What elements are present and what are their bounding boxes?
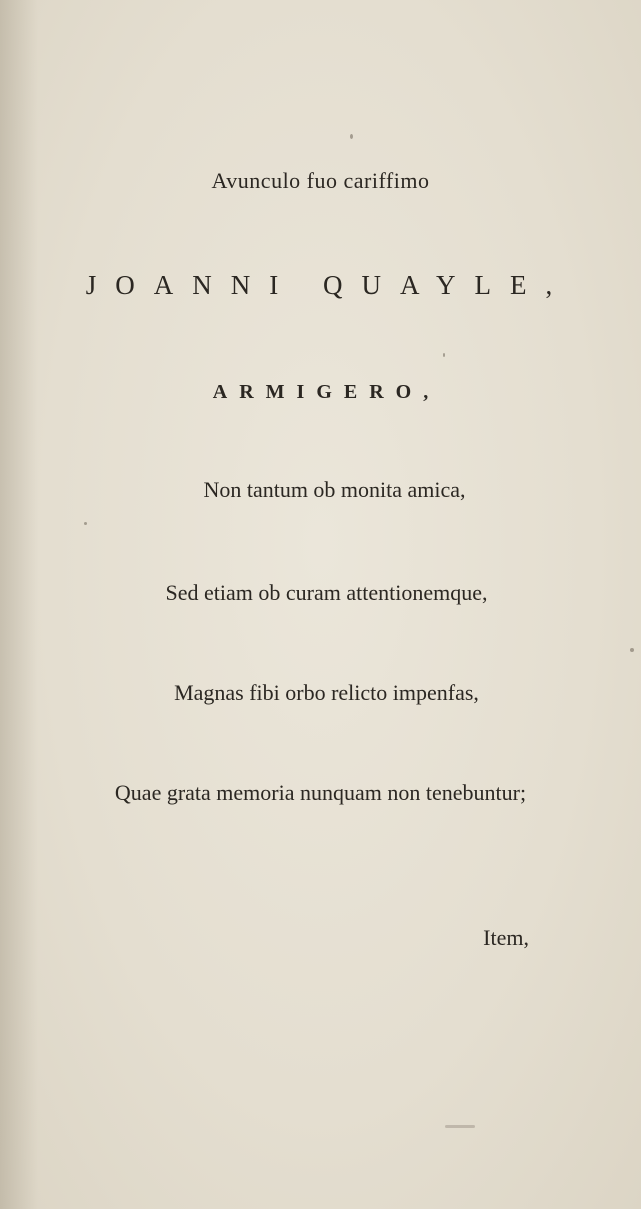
paper-speck [443, 353, 445, 357]
dedication-verse-line: Non tantum ob monita amica, [203, 477, 466, 502]
dedication-verse-line: Magnas fibi orbo relicto impenfas, [174, 680, 479, 705]
dedicatee-name: JOANNI QUAYLE, [85, 270, 572, 300]
dedication-verse-line: Sed etiam ob curam attentionemque, [165, 580, 488, 605]
paper-speck [84, 522, 87, 525]
dedicatee-title: ARMIGERO, [212, 381, 441, 403]
paper-speck [350, 134, 353, 139]
dedication-verse-line: Quae grata memoria nunquam non tenebuntur; [114, 780, 527, 805]
dedication-intro: Avunculo fuo cariffimo [211, 168, 430, 193]
catchword: Item, [483, 925, 529, 950]
paper-speck [445, 1125, 475, 1128]
paper-speck [630, 648, 634, 652]
